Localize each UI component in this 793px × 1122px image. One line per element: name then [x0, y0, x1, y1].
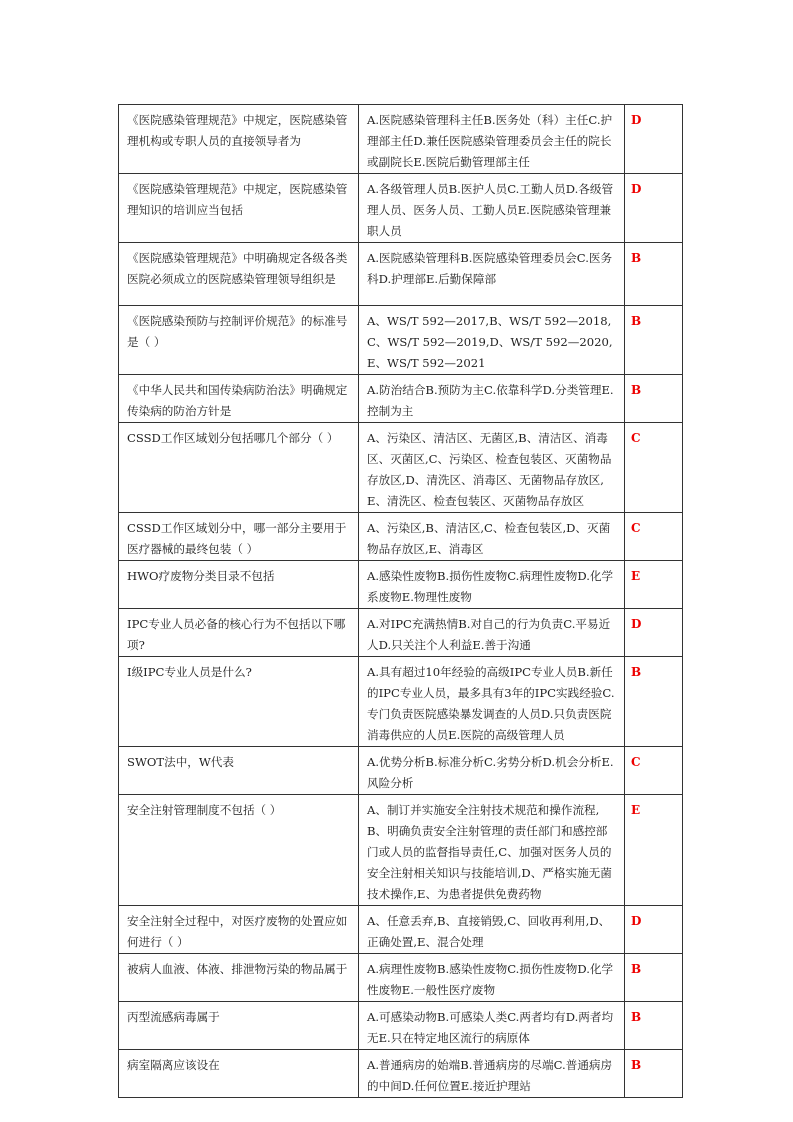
answer-cell: E — [625, 561, 683, 609]
options-cell: A、污染区,B、清洁区,C、检查包装区,D、灭菌物品存放区,E、消毒区 — [359, 513, 625, 561]
question-cell: IPC专业人员必备的核心行为不包括以下哪项? — [119, 609, 359, 657]
options-cell: A.医院感染管理科主任B.医务处（科）主任C.护理部主任D.兼任医院感染管理委员会主任的院长或副院长E.医院后勤管理部主任 — [359, 105, 625, 174]
table-row — [119, 306, 683, 375]
options-cell: A.病理性废物B.感染性废物C.损伤性废物D.化学性废物E.一般性医疗废物 — [359, 954, 625, 1002]
answer-cell: C — [625, 423, 683, 513]
answer-cell: B — [625, 657, 683, 747]
answer-cell: D — [625, 906, 683, 954]
answer-cell: C — [625, 747, 683, 795]
answer-cell: B — [625, 243, 683, 306]
question-cell: CSSD工作区域划分包括哪几个部分（ ） — [119, 423, 359, 513]
question-cell: 丙型流感病毒属于 — [119, 1002, 359, 1050]
table-row — [119, 954, 683, 1002]
options-cell: A.对IPC充满热情B.对自己的行为负责C.平易近人D.只关注个人利益E.善于沟通 — [359, 609, 625, 657]
table-row — [119, 243, 683, 306]
options-cell: A.医院感染管理科B.医院感染管理委员会C.医务科D.护理部E.后勤保障部 — [359, 243, 625, 306]
question-cell: 《医院感染管理规范》中规定，医院感染管理知识的培训应当包括 — [119, 174, 359, 243]
table-row — [119, 747, 683, 795]
table-row — [119, 1002, 683, 1050]
answer-cell: E — [625, 795, 683, 906]
answer-cell: D — [625, 105, 683, 174]
options-cell: A、制订并实施安全注射技术规范和操作流程,B、明确负责安全注射管理的责任部门和感控部门或人员的监督指导责任,C、加强对医务人员的安全注射相关知识与技能培训,D、严格实施无菌技术操作,E、为患者提供免费药物 — [359, 795, 625, 906]
options-cell: A.防治结合B.预防为主C.依靠科学D.分类管理E.控制为主 — [359, 375, 625, 423]
question-cell: 安全注射全过程中，对医疗废物的处置应如何进行（ ） — [119, 906, 359, 954]
options-cell: A.优势分析B.标准分析C.劣势分析D.机会分析E.风险分析 — [359, 747, 625, 795]
options-cell: A.可感染动物B.可感染人类C.两者均有D.两者均无E.只在特定地区流行的病原体 — [359, 1002, 625, 1050]
options-cell: A、任意丢弃,B、直接销毁,C、回收再利用,D、正确处置,E、混合处理 — [359, 906, 625, 954]
table-row — [119, 609, 683, 657]
options-cell: A.普通病房的始端B.普通病房的尽端C.普通病房的中间D.任何位置E.接近护理站 — [359, 1050, 625, 1098]
table-row — [119, 513, 683, 561]
table-row — [119, 423, 683, 513]
options-cell: A、WS/T 592—2017,B、WS/T 592—2018,C、WS/T 592—2019,D、WS/T 592—2020,E、WS/T 592—2021 — [359, 306, 625, 375]
question-table-body — [119, 105, 683, 1098]
answer-cell: C — [625, 513, 683, 561]
options-cell: A.具有超过10年经验的高级IPC专业人员B.新任的IPC专业人员，最多具有3年的IPC实践经验C.专门负责医院感染暴发调查的人员D.只负责医院消毒供应的人员E.医院的高级管理人员 — [359, 657, 625, 747]
options-cell: A、污染区、清洁区、无菌区,B、清洁区、消毒区、灭菌区,C、污染区、检查包装区、灭菌物品存放区,D、清洗区、消毒区、无菌物品存放区,E、清洗区、检查包装区、灭菌物品存放区 — [359, 423, 625, 513]
table-row — [119, 906, 683, 954]
table-row — [119, 375, 683, 423]
options-cell: A.感染性废物B.损伤性废物C.病理性废物D.化学系废物E.物理性废物 — [359, 561, 625, 609]
table-row — [119, 1050, 683, 1098]
question-cell: 《医院感染管理规范》中规定，医院感染管理机构或专职人员的直接领导者为 — [119, 105, 359, 174]
answer-cell: B — [625, 1002, 683, 1050]
answer-cell: D — [625, 609, 683, 657]
question-cell: 被病人血液、体液、排泄物污染的物品属于 — [119, 954, 359, 1002]
question-table — [118, 104, 683, 1098]
question-cell: CSSD工作区域划分中，哪一部分主要用于医疗器械的最终包装（ ） — [119, 513, 359, 561]
options-cell: A.各级管理人员B.医护人员C.工勤人员D.各级管理人员、医务人员、工勤人员E.医院感染管理兼职人员 — [359, 174, 625, 243]
question-cell: 《医院感染预防与控制评价规范》的标准号是（ ） — [119, 306, 359, 375]
table-row — [119, 561, 683, 609]
table-row — [119, 657, 683, 747]
answer-cell: B — [625, 306, 683, 375]
answer-cell: B — [625, 954, 683, 1002]
answer-cell: B — [625, 375, 683, 423]
question-cell: 病室隔离应该设在 — [119, 1050, 359, 1098]
table-row — [119, 795, 683, 906]
question-cell: 《医院感染管理规范》中明确规定各级各类医院必须成立的医院感染管理领导组织是 — [119, 243, 359, 306]
table-row — [119, 105, 683, 174]
answer-cell: D — [625, 174, 683, 243]
question-cell: HWO疗废物分类目录不包括 — [119, 561, 359, 609]
table-row — [119, 174, 683, 243]
question-cell: 《中华人民共和国传染病防治法》明确规定传染病的防治方针是 — [119, 375, 359, 423]
answer-cell: B — [625, 1050, 683, 1098]
question-cell: 安全注射管理制度不包括（ ） — [119, 795, 359, 906]
question-cell: I级IPC专业人员是什么? — [119, 657, 359, 747]
question-cell: SWOT法中，W代表 — [119, 747, 359, 795]
